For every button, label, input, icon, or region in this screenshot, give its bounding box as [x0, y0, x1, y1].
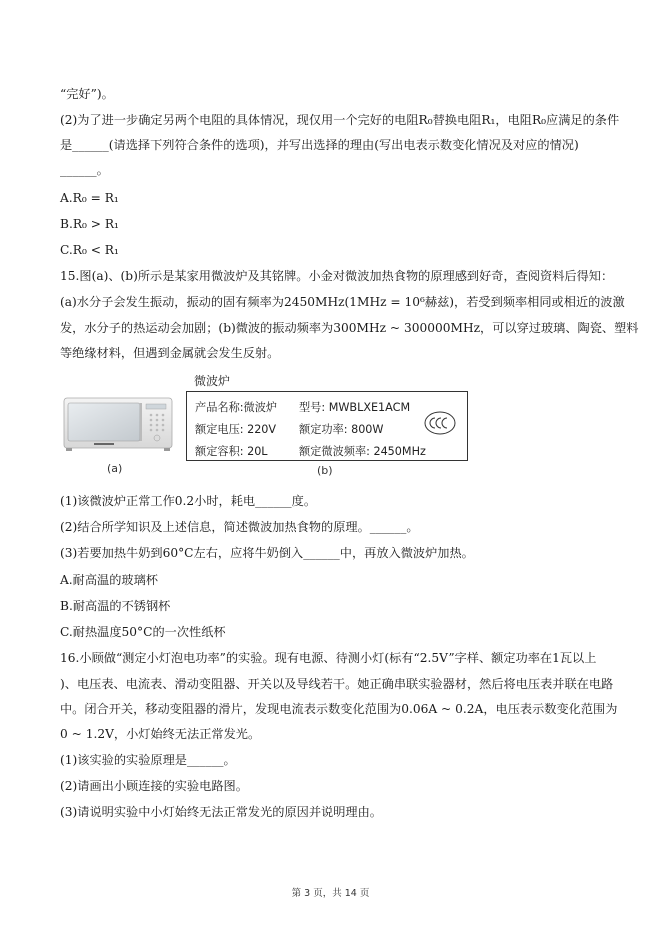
text-line: (2)请画出小顾连接的实验电路图。	[60, 779, 248, 793]
question-15-stem: 15.图(a)、(b)所示是某家用微波炉及其铭牌。小金对微波加热食物的原理感到好奇，查阅资料后得知：	[60, 269, 614, 283]
page-footer: 第 3 页，共 14 页	[291, 888, 370, 899]
text-line: “完好”)。	[60, 87, 114, 101]
text-line: (a)水分子会发生振动，振动的固有频率为2450MHz(1MHz = 10⁶赫兹)，若受到频率相同或相近的波激	[60, 295, 625, 309]
ccc-certification-icon	[423, 409, 457, 437]
text-line: 发，水分子的热运动会加剧；(b)微波的振动频率为300MHz ~ 300000MHz，可以穿过玻璃、陶瓷、塑料	[60, 321, 639, 335]
nameplate	[186, 391, 468, 461]
product-name: 产品名称:微波炉	[195, 401, 278, 414]
text-line: (2)结合所学知识及上述信息，简述微波加热食物的原理。______。	[60, 520, 419, 534]
rated-frequency: 额定微波频率: 2450MHz	[299, 445, 426, 458]
text-line: ______。	[60, 163, 109, 177]
text-line: 中。闭合开关，移动变阻器的滑片，发现电流表示数变化范围为0.06A ~ 0.2A，电压表示数变化范围为	[60, 702, 618, 716]
nameplate-title: 微波炉	[194, 374, 231, 388]
rated-volume: 额定容积: 20L	[195, 445, 268, 458]
option-c: C.R₀ < R₁	[60, 243, 119, 257]
text-line: (2)为了进一步确定另两个电阻的具体情况，现仅用一个完好的电阻R₀替换电阻R₁，电阻R₀应满足的条件	[60, 113, 620, 127]
text-line: (1)该实验的实验原理是______。	[60, 753, 236, 767]
text-line: 0 ~ 1.2V，小灯始终无法正常发光。	[60, 727, 261, 741]
option-b: B.R₀ > R₁	[60, 217, 119, 231]
text-line: (1)该微波炉正常工作0.2小时，耗电______度。	[60, 494, 317, 508]
option-c: C.耐热温度50°C的一次性纸杯	[60, 625, 226, 639]
rated-power: 额定功率: 800W	[299, 423, 384, 436]
caption-b: (b)	[317, 464, 333, 477]
option-a: A.耐高温的玻璃杯	[60, 573, 158, 587]
microwave-image	[60, 390, 176, 456]
option-a: A.R₀ = R₁	[60, 191, 119, 205]
text-line: (3)请说明实验中小灯始终无法正常发光的原因并说明理由。	[60, 805, 382, 819]
question-16-stem: 16.小顾做“测定小灯泡电功率”的实验。现有电源、待测小灯(标有“2.5V”字样、额定功率在1瓦以上	[60, 651, 597, 665]
option-b: B.耐高温的不锈钢杯	[60, 599, 171, 613]
rated-voltage: 额定电压: 220V	[195, 423, 277, 436]
text-line: (3)若要加热牛奶到60°C左右，应将牛奶倒入______中，再放入微波炉加热。	[60, 546, 474, 560]
text-line: 等绝缘材料，但遇到金属就会发生反射。	[60, 346, 280, 360]
text-line: )、电压表、电流表、滑动变阻器、开关以及导线若干。她正确串联实验器材，然后将电压表并联在电路	[60, 677, 614, 691]
caption-a: (a)	[107, 462, 123, 475]
text-line: 是______(请选择下列符合条件的选项)，并写出选择的理由(写出电表示数变化情况及对应的情况)	[60, 138, 579, 152]
model: 型号: MWBLXE1ACM	[299, 401, 411, 414]
